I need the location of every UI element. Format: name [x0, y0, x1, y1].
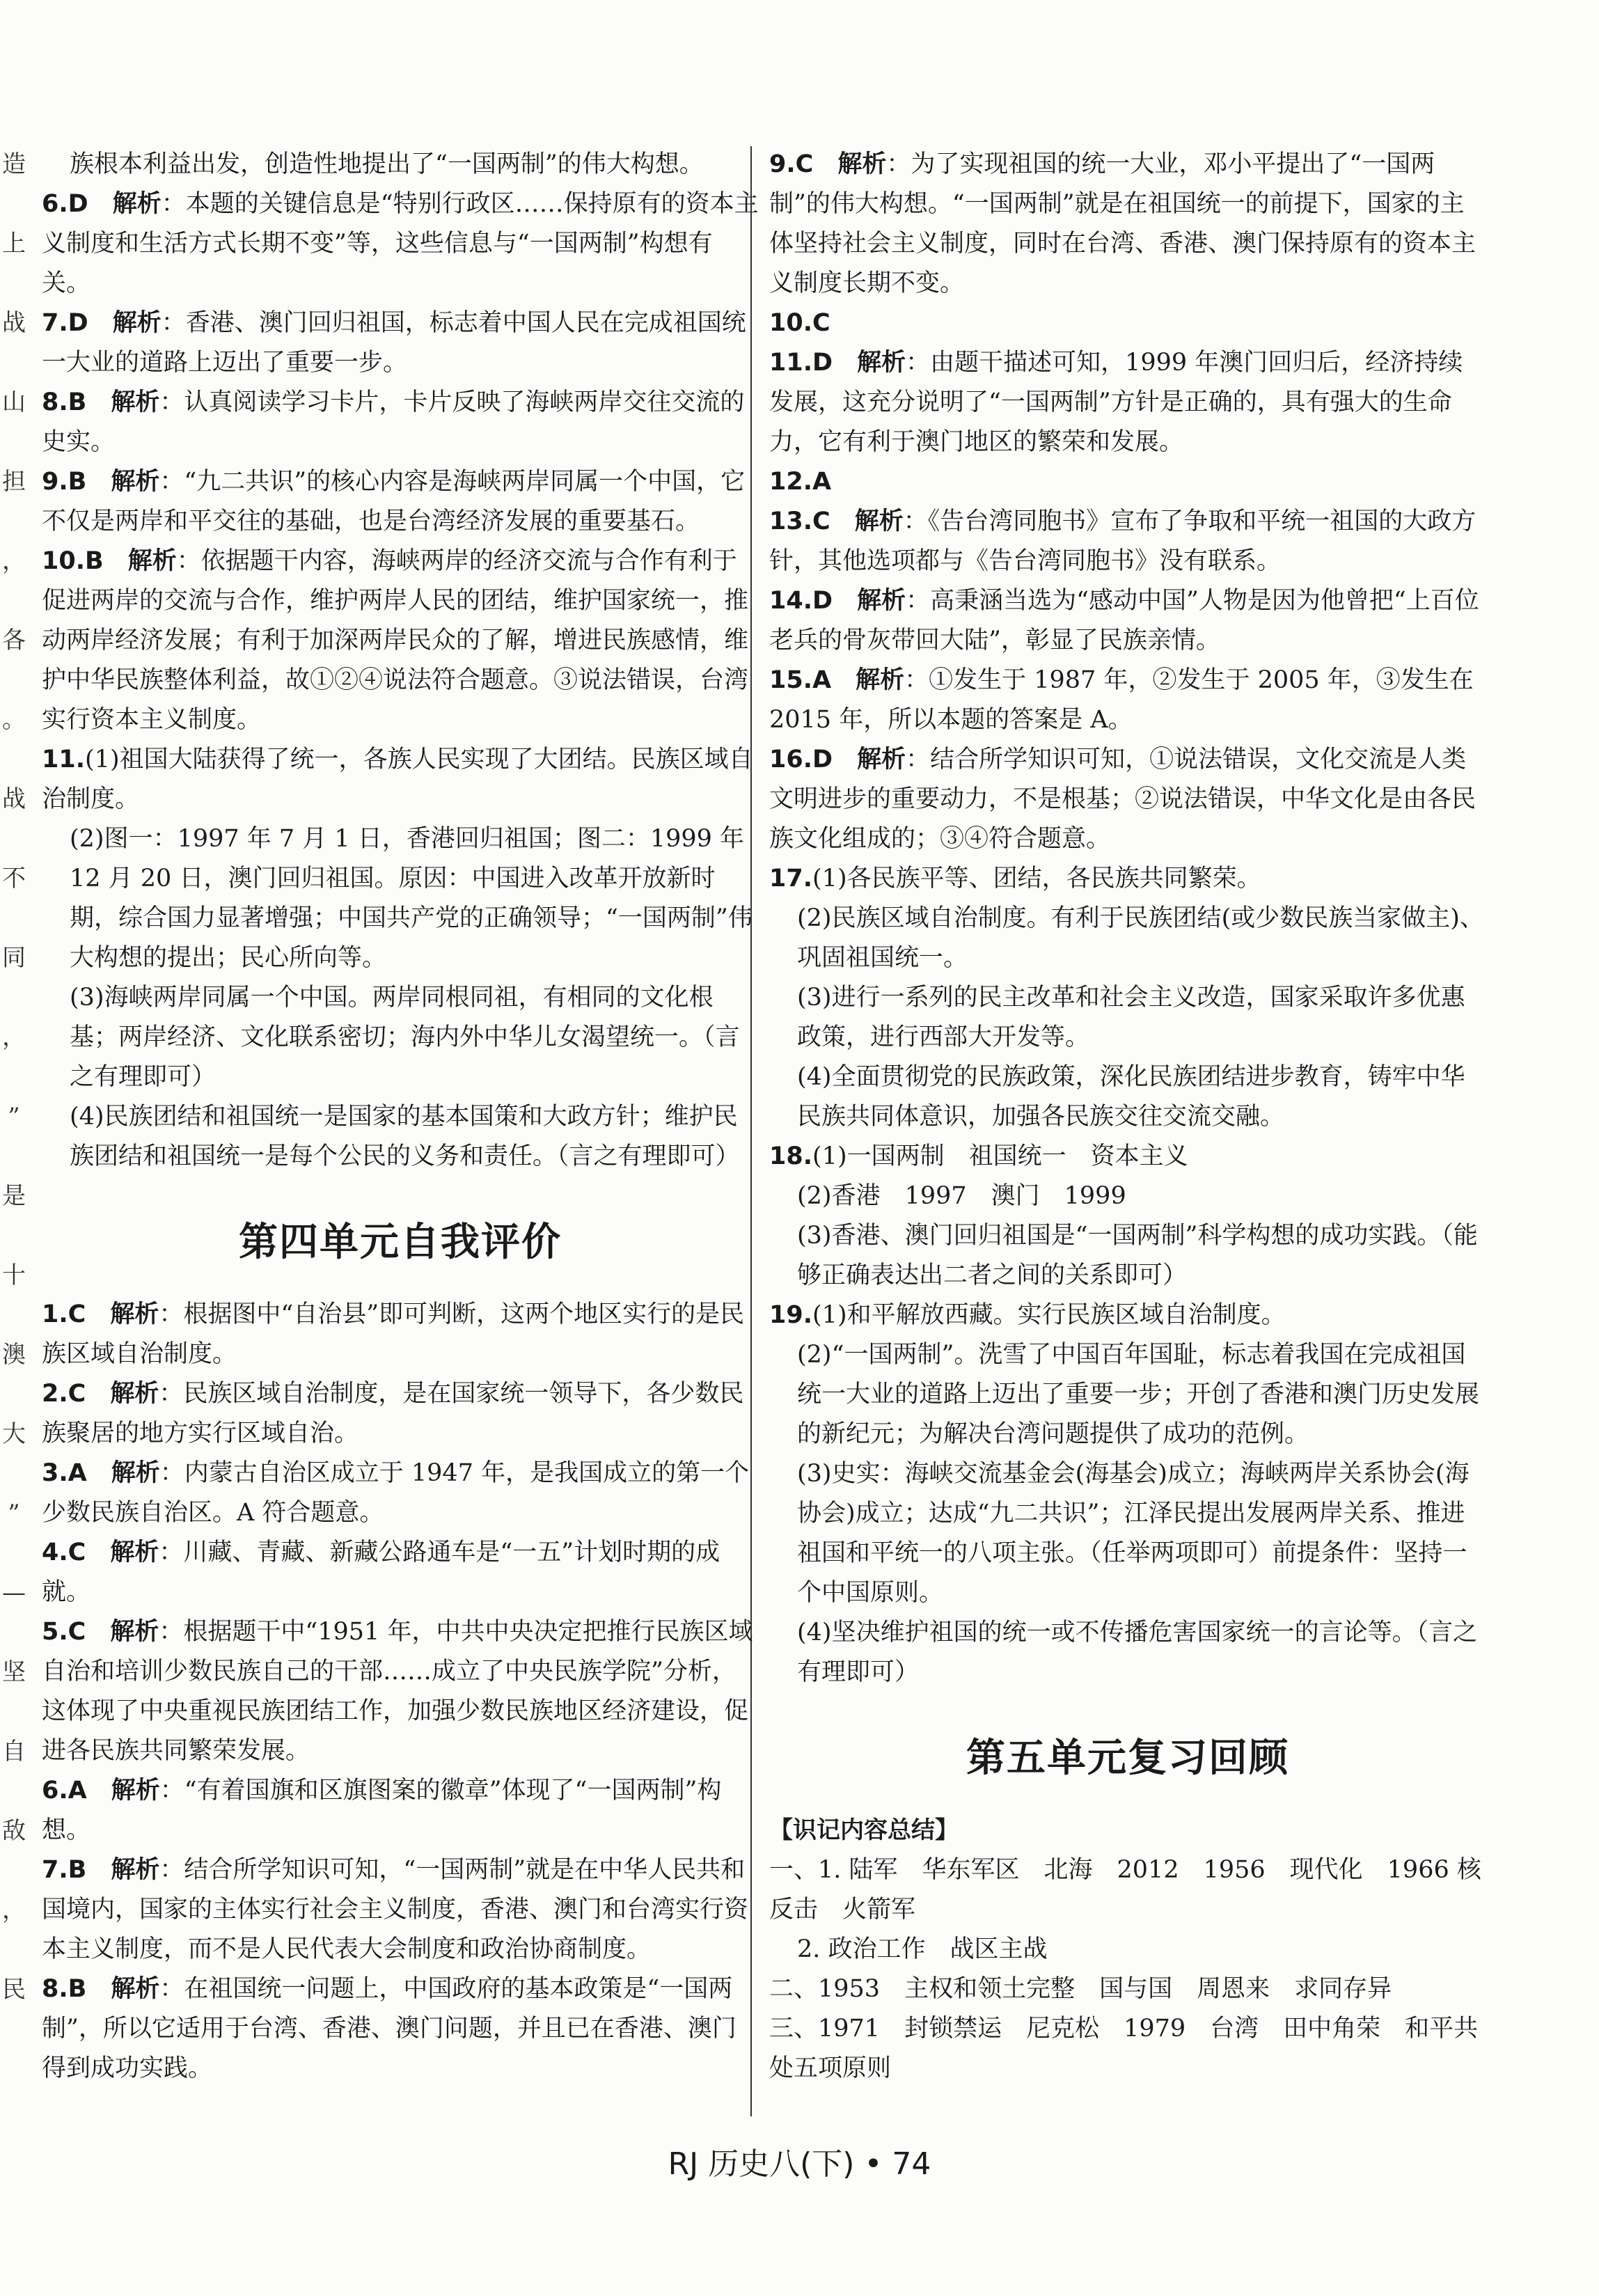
analysis-label: 解析 [111, 1856, 160, 1884]
edge-fragment: 大 [2, 1420, 26, 1448]
edge-fragment: 自 [2, 1738, 26, 1766]
answer-text: ：民族区域自治制度，是在国家统一领导下，各少数民族聚居的地方实行区域自治。 [42, 1380, 744, 1447]
answer-subpart: (2)图一：1997 年 7 月 1 日，香港回归祖国；图二：1999 年 12 月 20 日，澳门回归祖国。原因：中国进入改革开放新时期，综合国力显著增强；中国共产党的正确领导；“一国两制”伟大构想的提出；民心所向等。 [70, 825, 753, 972]
answer-text: ：《告台湾同胞书》宣布了争取和平统一祖国的大政方针，其他选项都与《告台湾同胞书》没有联系。 [769, 508, 1476, 575]
analysis-label: 解析 [110, 1539, 159, 1566]
edge-fragment: 是 [2, 1182, 26, 1210]
edge-fragment: 澳 [2, 1341, 26, 1369]
question-number: 19. [769, 1301, 813, 1329]
answer-text: ：依据题干内容，海峡两岸的经济交流与合作有利于促进两岸的交流与合作，维护两岸人民的团结，维护国家统一，推动两岸经济发展；有利于加深两岸民众的了解，增进民族感情，维护中华民族整体利益，故①②④说法符合题意。③说法错误，台湾实行资本主义制度。 [42, 547, 749, 734]
edge-fragment: 十 [2, 1261, 26, 1289]
answer-subpart: (3)进行一系列的民主改革和社会主义改造，国家采取许多优惠政策，进行西部大开发等。 [797, 984, 1465, 1051]
analysis-label: 解析 [854, 508, 904, 535]
answer-subpart: (3)香港、澳门回归祖国是“一国两制”科学构想的成功实践。（能够正确表达出二者之间的关系即可） [797, 1222, 1478, 1289]
answer-subpart: (2)“一国两制”。洗雪了中国百年国耻，标志着我国在完成祖国统一大业的道路上迈出了重要一步；开创了香港和澳门历史发展的新纪元；为解决台湾问题提供了成功的范例。 [797, 1341, 1480, 1448]
page-footer: RJ 历史八(下) • 74 [668, 2146, 931, 2182]
answer-item [769, 581, 1486, 661]
answer-text: ：根据图中“自治县”即可判断，这两个地区实行的是民族区域自治制度。 [42, 1300, 745, 1368]
answer-item [42, 1533, 759, 1612]
edge-fragment: 各 [2, 627, 26, 654]
answer-text: ：高秉涵当选为“感动中国”人物是因为他曾把“上百位老兵的骨灰带回大陆”，彰显了民族亲情。 [769, 587, 1479, 654]
question-number: 3. [42, 1459, 68, 1487]
question-number: 8. [42, 388, 68, 416]
summary-heading: 【识记内容总结】 [769, 1816, 959, 1844]
answer-choice: A [68, 1777, 87, 1804]
answer-item [42, 1771, 759, 1850]
edge-fragment: 民 [2, 1976, 26, 2004]
question-number: 15. [769, 666, 813, 694]
answer-choice: D [812, 349, 833, 377]
answer-item [42, 1850, 759, 1969]
edge-fragment: ” [8, 1500, 20, 1527]
answer-choice: D [68, 190, 88, 218]
answer-item [769, 661, 1486, 740]
question-number: 8. [42, 1975, 68, 2003]
edge-fragment: 上 [2, 230, 26, 258]
analysis-label: 解析 [110, 1618, 159, 1646]
answer-item [769, 502, 1486, 581]
answer-choice: C [812, 309, 830, 337]
edge-fragment: 战 [2, 309, 26, 337]
edge-fragment: ” [8, 1103, 20, 1131]
question-number: 6. [42, 190, 68, 218]
question-number: 9. [769, 150, 796, 178]
answer-choice: C [68, 1300, 86, 1328]
answer-item [42, 740, 759, 819]
answer-choice: A [68, 1459, 87, 1487]
question-number: 17. [769, 865, 813, 893]
edge-fragment: 。 [2, 706, 26, 734]
question-number: 18. [769, 1142, 813, 1170]
answer-text: ：为了实现祖国的统一大业，邓小平提出了“一国两制”的伟大构想。“一国两制”就是在祖国统一的前提下，国家的主体坚持社会主义制度，同时在台湾、香港、澳门保持原有的资本主义制度长期不变。 [769, 150, 1476, 297]
answer-text: ：认真阅读学习卡片，卡片反映了海峡两岸交往交流的史实。 [42, 388, 745, 456]
answer-item [42, 542, 759, 740]
answer-item [769, 304, 1486, 343]
question-number: 10. [42, 547, 86, 575]
answer-item [769, 1296, 1486, 1335]
summary-line: 一、1. 陆军 华东军区 北海 2012 1956 现代化 1966 核反击 火箭军 [769, 1856, 1481, 1924]
answer-subpart: (4)民族团结和祖国统一是国家的基本国策和大政方针；维护民族团结和祖国统一是每个公民的义务和责任。（言之有理即可） [70, 1103, 740, 1170]
analysis-label: 解析 [857, 587, 906, 615]
question-number: 7. [42, 1856, 68, 1884]
analysis-label: 解析 [857, 746, 906, 773]
analysis-label: 解析 [111, 1777, 160, 1804]
right-column [769, 145, 1486, 2089]
analysis-label: 解析 [111, 388, 160, 416]
edge-fragment: 担 [2, 468, 26, 496]
answer-text: ：川藏、青藏、新藏公路通车是“一五”计划时期的成就。 [42, 1539, 720, 1606]
answer-item [42, 462, 759, 542]
analysis-label: 解析 [110, 1380, 159, 1408]
question-number: 4. [42, 1539, 68, 1566]
answer-item [42, 1374, 759, 1454]
answer-item [42, 184, 759, 304]
question-number: 1. [42, 1300, 68, 1328]
answer-item [42, 383, 759, 462]
answer-subpart: 2. 政治工作 战区主战 [797, 1935, 1048, 1963]
answer-continuation: 族根本利益出发，创造性地提出了“一国两制”的伟大构想。 [70, 150, 704, 178]
answer-choice: B [68, 468, 87, 496]
summary-line: 二、1953 主权和领土完整 国与国 周恩来 求同存异 [769, 1975, 1392, 2003]
summary-line: 三、1971 封锁禁运 尼克松 1979 台湾 田中角荣 和平共处五项原则 [769, 2015, 1479, 2082]
question-number: 14. [769, 587, 813, 615]
answer-text: ：“九二共识”的核心内容是海峡两岸同属一个中国，它不仅是两岸和平交往的基础，也是台湾经济发展的重要基石。 [42, 468, 746, 535]
left-column [42, 145, 759, 2089]
answer-item [42, 1612, 759, 1771]
answer-text: (1)和平解放西藏。实行民族区域自治制度。 [812, 1301, 1286, 1329]
analysis-label: 解析 [127, 547, 177, 575]
analysis-label: 解析 [110, 1300, 159, 1328]
answer-item [769, 462, 1486, 502]
answer-choice: D [812, 587, 833, 615]
answer-choice: B [85, 547, 104, 575]
edge-fragment: ， [2, 1023, 26, 1051]
question-number: 9. [42, 468, 68, 496]
question-number: 12. [769, 468, 813, 496]
answer-subpart: (2)香港 1997 澳门 1999 [797, 1182, 1126, 1210]
analysis-label: 解析 [112, 190, 162, 218]
question-number: 11. [42, 746, 86, 773]
answer-text: ：香港、澳门回归祖国，标志着中国人民在完成祖国统一大业的道路上迈出了重要一步。 [42, 309, 746, 377]
answer-item [769, 145, 1486, 304]
answer-item [769, 740, 1486, 859]
answer-subpart: (3)史实：海峡交流基金会(海基会)成立；海峡两岸关系协会(海协会)成立；达成“九二共识”；江泽民提出发展两岸关系、推进祖国和平统一的八项主张。（任举两项即可）前提条件：坚持一个中国原则。 [797, 1460, 1470, 1607]
edge-fragment: 敌 [2, 1817, 26, 1845]
answer-choice: C [812, 508, 830, 535]
answer-text: (1)各民族平等、团结，各民族共同繁荣。 [812, 865, 1261, 893]
answer-choice: C [68, 1618, 86, 1646]
analysis-label: 解析 [111, 1459, 160, 1487]
answer-item [769, 1137, 1486, 1177]
answer-subpart: (3)海峡两岸同属一个中国。两岸同根同祖，有相同的文化根基；两岸经济、文化联系密切；海内外中华儿女渴望统一。（言之有理即可） [70, 984, 740, 1091]
answer-text: ：结合所学知识可知，①说法错误，文化交流是人类文明进步的重要动力，不是根基；②说法错误，中华文化是由各民族文化组成的；③④符合题意。 [769, 746, 1476, 853]
question-number: 11. [769, 349, 813, 377]
answer-subpart: (4)全面贯彻党的民族政策，深化民族团结进步教育，铸牢中华民族共同体意识，加强各民族交往交流交融。 [797, 1063, 1465, 1131]
edge-fragment: 造 [2, 150, 26, 178]
answer-choice: D [812, 746, 833, 773]
analysis-label: 解析 [111, 468, 160, 496]
answer-item [769, 343, 1486, 462]
answer-item [42, 1969, 759, 2089]
question-number: 13. [769, 508, 813, 535]
edge-fragment: ， [2, 1896, 26, 1924]
edge-fragment: 山 [2, 388, 26, 416]
answer-choice: D [68, 309, 88, 337]
left-edge-fragments [0, 145, 28, 2050]
edge-fragment: 战 [2, 785, 26, 813]
edge-fragment: 坚 [2, 1658, 26, 1686]
analysis-label: 解析 [837, 150, 887, 178]
question-number: 5. [42, 1618, 68, 1646]
answer-item [42, 1295, 759, 1374]
edge-fragment: 同 [2, 944, 26, 972]
answer-choice: B [68, 1856, 87, 1884]
question-number: 7. [42, 309, 68, 337]
answer-choice: A [812, 468, 832, 496]
answer-choice: B [68, 1975, 87, 2003]
section-title: 第五单元复习回顾 [966, 1736, 1289, 1781]
answer-item [42, 1454, 759, 1533]
answer-text: (1)祖国大陆获得了统一，各族人民实现了大团结。民族区域自治制度。 [42, 746, 753, 813]
answer-item [769, 859, 1486, 899]
answer-choice: A [812, 666, 832, 694]
analysis-label: 解析 [856, 666, 905, 694]
answer-text: (1)一国两制 祖国统一 资本主义 [812, 1142, 1188, 1170]
section-title: 第四单元自我评价 [239, 1220, 562, 1265]
answer-text: ：在祖国统一问题上，中国政府的基本政策是“一国两制”，所以它适用于台湾、香港、澳门问题，并且已在香港、澳门得到成功实践。 [42, 1975, 737, 2082]
answer-subpart: (4)坚决维护祖国的统一或不传播危害国家统一的言论等。（言之有理即可） [797, 1619, 1478, 1686]
answer-text: ：内蒙古自治区成立于 1947 年，是我国成立的第一个少数民族自治区。A 符合题意。 [42, 1459, 750, 1527]
analysis-label: 解析 [857, 349, 906, 377]
edge-fragment: ， [2, 547, 26, 575]
answer-text: ：本题的关键信息是“特别行政区……保持原有的资本主义制度和生活方式长期不变”等，这些信息与“一国两制”构想有关。 [42, 190, 759, 297]
answer-choice: C [68, 1539, 86, 1566]
answer-text: ：根据题干中“1951 年，中共中央决定把推行民族区域自治和培训少数民族自己的干部……成立了中央民族学院”分析，这体现了中央重视民族团结工作，加强少数民族地区经济建设，促进各民族共同繁荣发展。 [42, 1618, 753, 1765]
answer-text: ：结合所学知识可知，“一国两制”就是在中华人民共和国境内，国家的主体实行社会主义制度，香港、澳门和台湾实行资本主义制度，而不是人民代表大会制度和政治协商制度。 [42, 1856, 749, 1963]
question-number: 16. [769, 746, 813, 773]
question-number: 2. [42, 1380, 68, 1408]
answer-item [42, 304, 759, 383]
answer-choice: C [68, 1380, 86, 1408]
analysis-label: 解析 [112, 309, 162, 337]
analysis-label: 解析 [111, 1975, 160, 2003]
edge-fragment: 不 [2, 865, 26, 893]
answer-choice: B [68, 388, 87, 416]
answer-text: ：“有着国旗和区旗图案的徽章”体现了“一国两制”构想。 [42, 1777, 722, 1844]
answer-choice: C [795, 150, 814, 178]
answer-subpart: (2)民族区域自治制度。有利于民族团结(或少数民族当家做主)、巩固祖国统一。 [797, 904, 1484, 972]
answer-text: ：①发生于 1987 年，②发生于 2005 年，③发生在 2015 年，所以本题的答案是 A。 [769, 666, 1474, 734]
edge-fragment: — [2, 1579, 26, 1607]
answer-text: ：由题干描述可知，1999 年澳门回归后，经济持续发展，这充分说明了“一国两制”方针是正确的，具有强大的生命力，它有利于澳门地区的繁荣和发展。 [769, 349, 1463, 456]
question-number: 10. [769, 309, 813, 337]
question-number: 6. [42, 1777, 68, 1804]
